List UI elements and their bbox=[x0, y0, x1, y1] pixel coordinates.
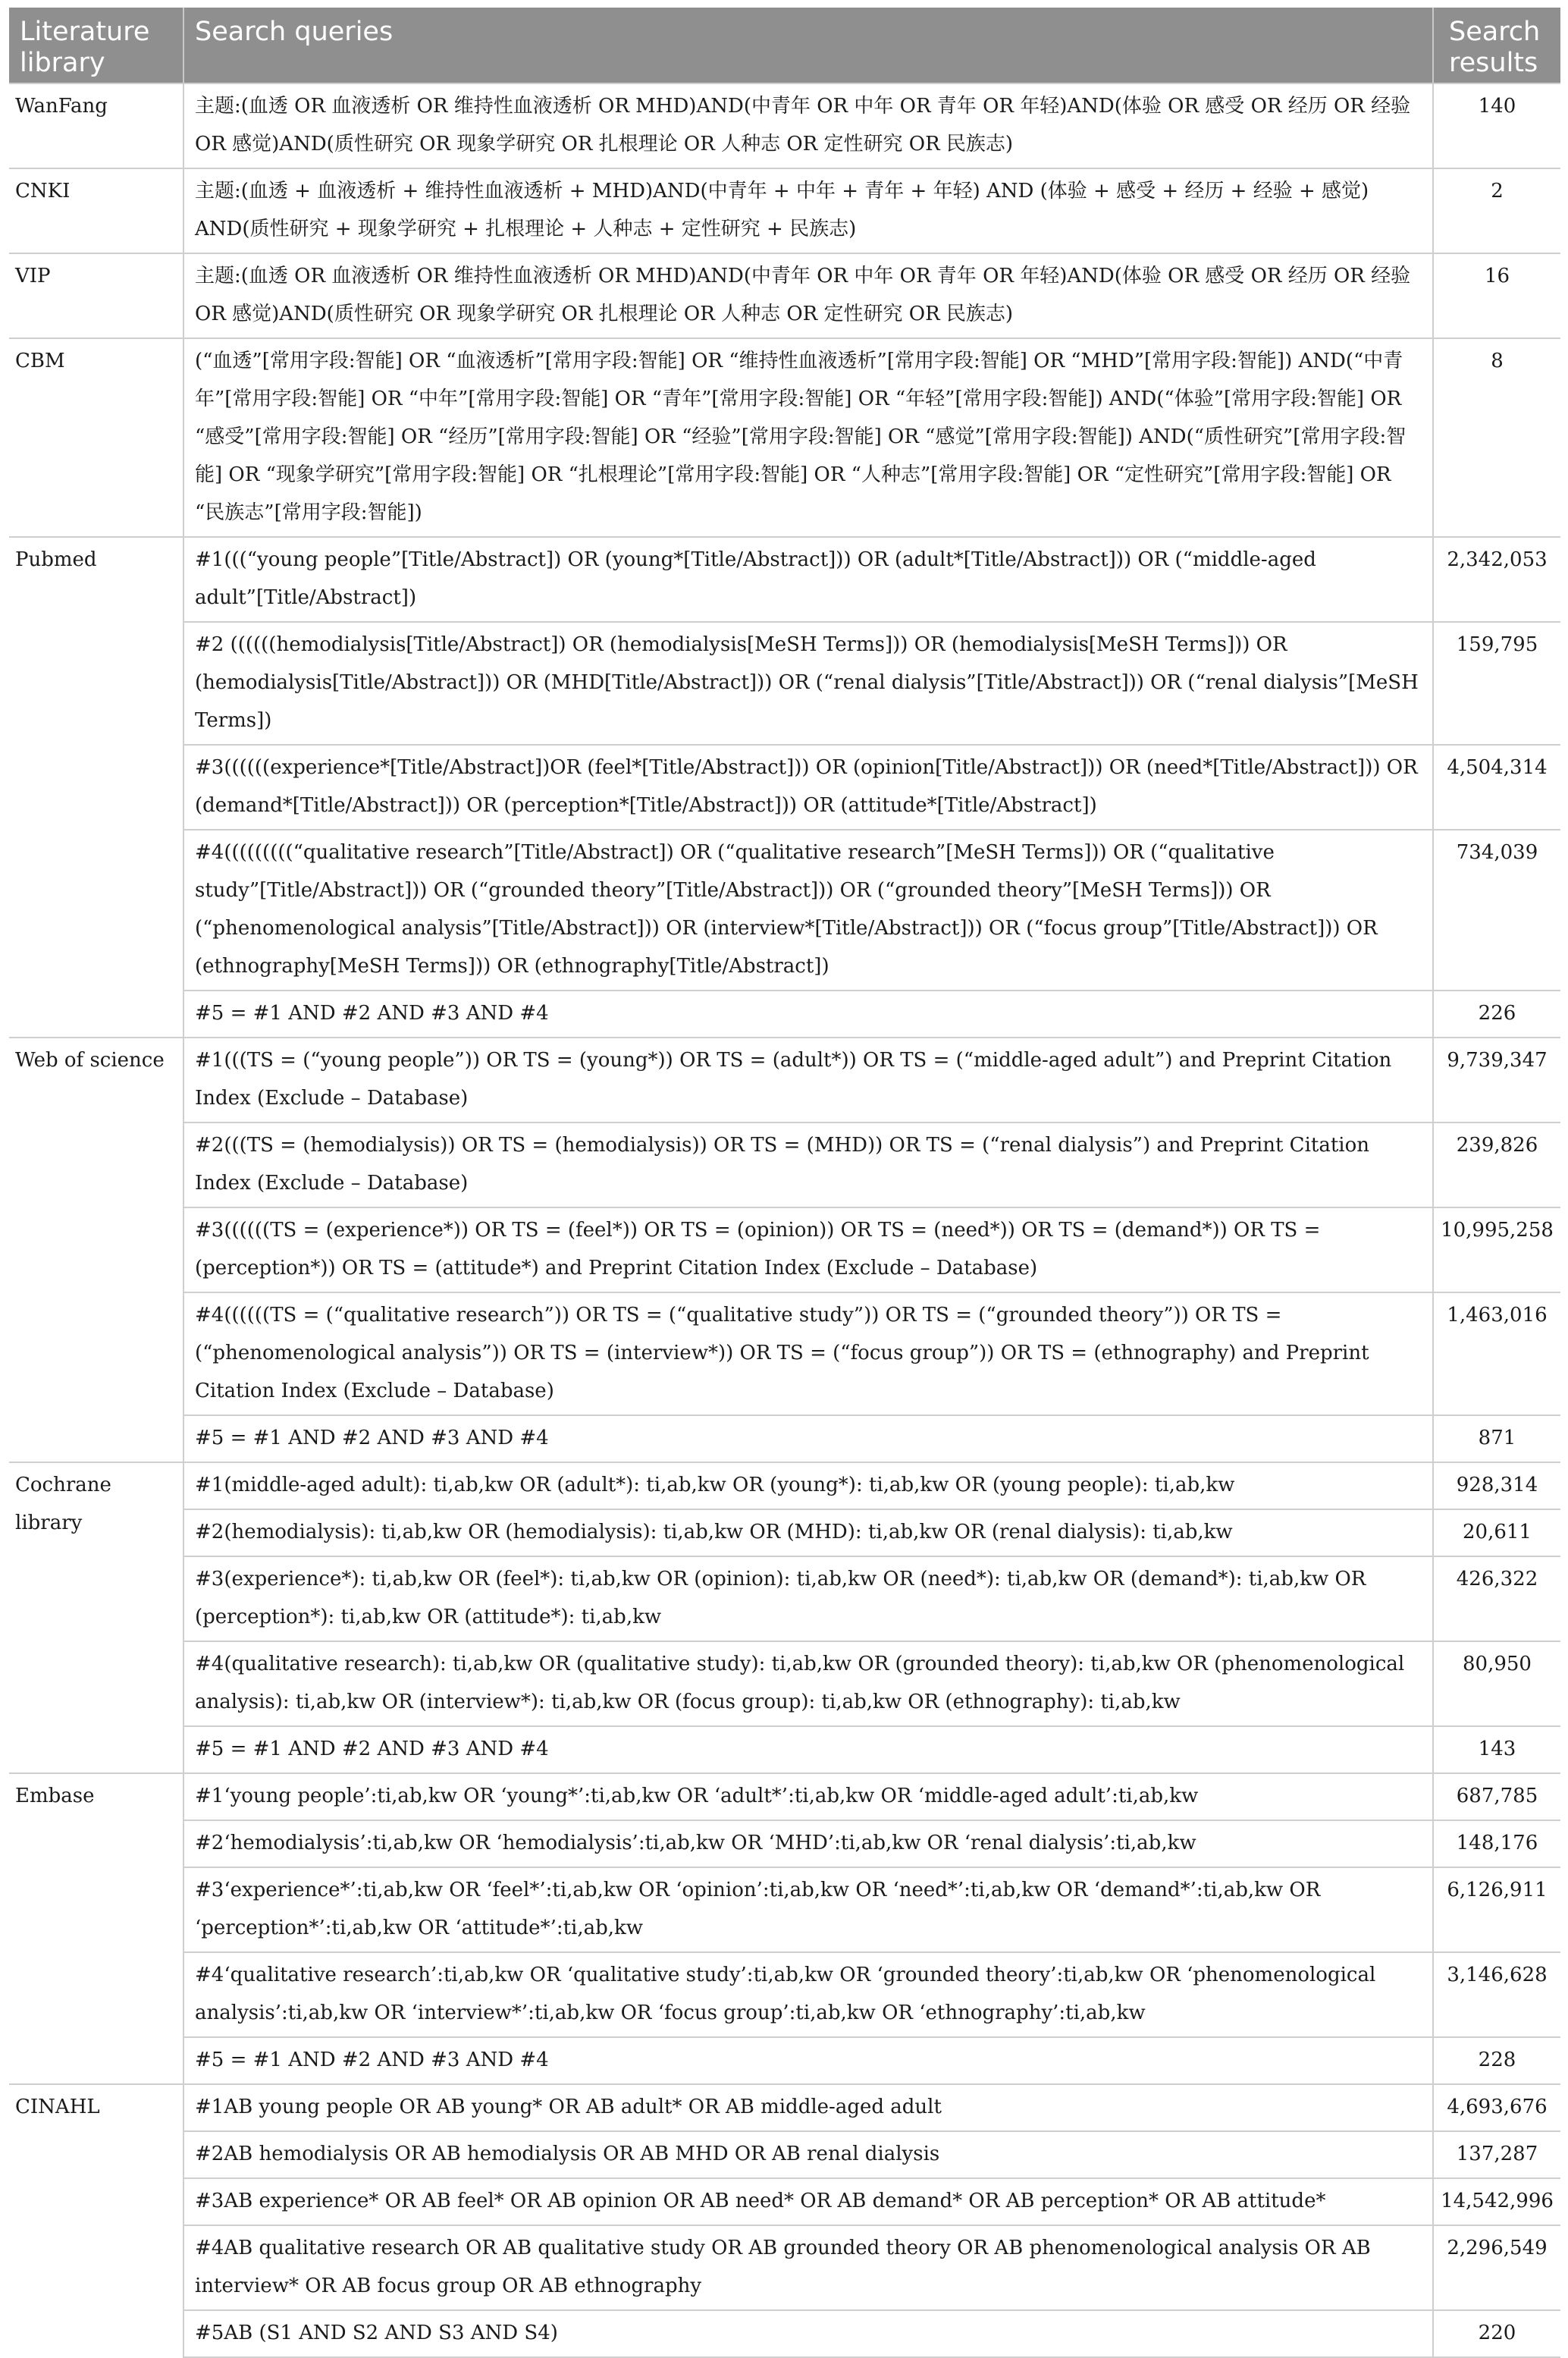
library-name-cell: Embase bbox=[9, 1773, 183, 2084]
table-row bbox=[9, 1867, 1560, 1952]
table-row bbox=[9, 338, 1560, 537]
search-result-count-cell: 143 bbox=[1433, 1726, 1560, 1773]
header-literature-library: Literature library bbox=[9, 8, 183, 83]
table-row bbox=[9, 2131, 1560, 2178]
table-row bbox=[9, 1726, 1560, 1773]
table-row bbox=[9, 2178, 1560, 2225]
table-row bbox=[9, 1207, 1560, 1292]
library-name-cell: WanFang bbox=[9, 83, 183, 168]
library-name-cell: Cochrane library bbox=[9, 1462, 183, 1773]
table-row bbox=[9, 745, 1560, 830]
search-query-cell: #1(((“young people”[Title/Abstract]) OR (young*[Title/Abstract])) OR (adult*[Title/Abstract])) OR (“middle-aged adult”[Title/Abstract]) bbox=[183, 537, 1433, 622]
search-result-count-cell: 3,146,628 bbox=[1433, 1952, 1560, 2037]
search-result-count-cell: 159,795 bbox=[1433, 622, 1560, 745]
search-result-count-cell: 14,542,996 bbox=[1433, 2178, 1560, 2225]
search-result-count-cell: 687,785 bbox=[1433, 1773, 1560, 1820]
search-result-count-cell: 10,995,258 bbox=[1433, 1207, 1560, 1292]
table-row bbox=[9, 2037, 1560, 2084]
search-result-count-cell: 137,287 bbox=[1433, 2131, 1560, 2178]
library-name-cell: Pubmed bbox=[9, 537, 183, 1038]
search-result-count-cell: 80,950 bbox=[1433, 1641, 1560, 1726]
search-result-count-cell: 239,826 bbox=[1433, 1122, 1560, 1207]
search-query-cell: #3‘experience*’:ti,ab,kw OR ‘feel*’:ti,ab,kw OR ‘opinion’:ti,ab,kw OR ‘need*’:ti,ab,kw OR ‘demand*’:ti,ab,kw OR ‘perception*’:ti,ab,kw OR ‘attitude*’:ti,ab,kw bbox=[183, 1867, 1433, 1952]
search-result-count-cell: 9,739,347 bbox=[1433, 1038, 1560, 1122]
table-row bbox=[9, 2310, 1560, 2357]
table-row bbox=[9, 253, 1560, 338]
search-query-cell: #4AB qualitative research OR AB qualitative study OR AB grounded theory OR AB phenomenological analysis OR AB interview* OR AB focus group OR AB ethnography bbox=[183, 2225, 1433, 2310]
table-row bbox=[9, 1462, 1560, 1509]
search-query-cell: #4‘qualitative research’:ti,ab,kw OR ‘qualitative study’:ti,ab,kw OR ‘grounded theory’:ti,ab,kw OR ‘phenomenological analysis’:ti,ab,kw OR ‘interview*’:ti,ab,kw OR ‘focus group’:ti,ab,kw OR ‘ethnography’:ti,ab,kw bbox=[183, 1952, 1433, 2037]
search-query-cell: #5 = #1 AND #2 AND #3 AND #4 bbox=[183, 1415, 1433, 1462]
table-row bbox=[9, 991, 1560, 1038]
header-search-queries: Search queries bbox=[183, 8, 1433, 83]
search-result-count-cell: 4,504,314 bbox=[1433, 745, 1560, 830]
search-result-count-cell: 426,322 bbox=[1433, 1556, 1560, 1641]
table-row bbox=[9, 537, 1560, 622]
search-result-count-cell: 148,176 bbox=[1433, 1820, 1560, 1867]
search-query-cell: #5 = #1 AND #2 AND #3 AND #4 bbox=[183, 2037, 1433, 2084]
search-query-cell: #2(((TS = (hemodialysis)) OR TS = (hemodialysis)) OR TS = (MHD)) OR TS = (“renal dialysis”) and Preprint Citation Index (Exclude – Database) bbox=[183, 1122, 1433, 1207]
table-row bbox=[9, 1641, 1560, 1726]
table-row bbox=[9, 1820, 1560, 1867]
table-row bbox=[9, 168, 1560, 253]
table-row bbox=[9, 1773, 1560, 1820]
search-query-cell: #1‘young people’:ti,ab,kw OR ‘young*’:ti,ab,kw OR ‘adult*’:ti,ab,kw OR ‘middle-aged adult’:ti,ab,kw bbox=[183, 1773, 1433, 1820]
table-row bbox=[9, 2084, 1560, 2131]
search-query-cell: #2AB hemodialysis OR AB hemodialysis OR AB MHD OR AB renal dialysis bbox=[183, 2131, 1433, 2178]
table-row bbox=[9, 622, 1560, 745]
search-query-cell: #3((((((TS = (experience*)) OR TS = (feel*)) OR TS = (opinion)) OR TS = (need*)) OR TS = (demand*)) OR TS = (perception*)) OR TS = (attitude*) and Preprint Citation Index (Exclude – Database) bbox=[183, 1207, 1433, 1292]
search-result-count-cell: 734,039 bbox=[1433, 830, 1560, 991]
table-row bbox=[9, 1415, 1560, 1462]
library-name-cell: CBM bbox=[9, 338, 183, 537]
search-query-cell: #1(middle-aged adult): ti,ab,kw OR (adult*): ti,ab,kw OR (young*): ti,ab,kw OR (young people): ti,ab,kw bbox=[183, 1462, 1433, 1509]
search-result-count-cell: 2 bbox=[1433, 168, 1560, 253]
search-query-cell: #2‘hemodialysis’:ti,ab,kw OR ‘hemodialysis’:ti,ab,kw OR ‘MHD’:ti,ab,kw OR ‘renal dialysis’:ti,ab,kw bbox=[183, 1820, 1433, 1867]
search-result-count-cell: 4,693,676 bbox=[1433, 2084, 1560, 2131]
search-result-count-cell: 1,463,016 bbox=[1433, 1292, 1560, 1415]
search-query-cell: 主题:(血透 + 血液透析 + 维持性血液透析 + MHD)AND(中青年 + 中年 + 青年 + 年轻) AND (体验 + 感受 + 经历 + 经验 + 感觉) AND(质性研究 + 现象学研究 + 扎根理论 + 人种志 + 定性研究 + 民族志) bbox=[183, 168, 1433, 253]
search-query-cell: #2 ((((((hemodialysis[Title/Abstract]) OR (hemodialysis[MeSH Terms])) OR (hemodialysis[MeSH Terms])) OR (hemodialysis[Title/Abstract])) OR (MHD[Title/Abstract])) OR (“renal dialysis”[Title/Abstract])) OR (“renal dialysis”[MeSH Terms]) bbox=[183, 622, 1433, 745]
search-strategy-table bbox=[9, 8, 1560, 2358]
table-row bbox=[9, 2225, 1560, 2310]
search-result-count-cell: 871 bbox=[1433, 1415, 1560, 1462]
library-name-cell: VIP bbox=[9, 253, 183, 338]
library-name-cell: CINAHL bbox=[9, 2084, 183, 2357]
search-query-cell: #1(((TS = (“young people”)) OR TS = (young*)) OR TS = (adult*)) OR TS = (“middle-aged adult”) and Preprint Citation Index (Exclude – Database) bbox=[183, 1038, 1433, 1122]
table-row bbox=[9, 1556, 1560, 1641]
table-row bbox=[9, 83, 1560, 168]
search-result-count-cell: 140 bbox=[1433, 83, 1560, 168]
library-name-cell: Web of science bbox=[9, 1038, 183, 1462]
search-result-count-cell: 20,611 bbox=[1433, 1509, 1560, 1556]
search-query-cell: 主题:(血透 OR 血液透析 OR 维持性血液透析 OR MHD)AND(中青年 OR 中年 OR 青年 OR 年轻)AND(体验 OR 感受 OR 经历 OR 经验 OR 感觉)AND(质性研究 OR 现象学研究 OR 扎根理论 OR 人种志 OR 定性研究 OR 民族志) bbox=[183, 253, 1433, 338]
search-result-count-cell: 6,126,911 bbox=[1433, 1867, 1560, 1952]
table-row bbox=[9, 830, 1560, 991]
search-query-cell: #4((((((TS = (“qualitative research”)) OR TS = (“qualitative study”)) OR TS = (“grounded theory”)) OR TS = (“phenomenological analysis”)) OR TS = (interview*)) OR TS = (“focus group”)) OR TS = (ethnography) and Preprint Citation Index (Exclude – Database) bbox=[183, 1292, 1433, 1415]
search-query-cell: #3(experience*): ti,ab,kw OR (feel*): ti,ab,kw OR (opinion): ti,ab,kw OR (need*): ti,ab,kw OR (demand*): ti,ab,kw OR (perception*): ti,ab,kw OR (attitude*): ti,ab,kw bbox=[183, 1556, 1433, 1641]
search-result-count-cell: 2,342,053 bbox=[1433, 537, 1560, 622]
search-query-cell: #5 = #1 AND #2 AND #3 AND #4 bbox=[183, 1726, 1433, 1773]
search-result-count-cell: 2,296,549 bbox=[1433, 2225, 1560, 2310]
search-query-cell: #2(hemodialysis): ti,ab,kw OR (hemodialysis): ti,ab,kw OR (MHD): ti,ab,kw OR (renal dialysis): ti,ab,kw bbox=[183, 1509, 1433, 1556]
search-query-cell: (“血透”[常用字段:智能] OR “血液透析”[常用字段:智能] OR “维持性血液透析”[常用字段:智能] OR “MHD”[常用字段:智能]) AND(“中青年”[常用字段:智能] OR “中年”[常用字段:智能] OR “青年”[常用字段:智能] OR “年轻”[常用字段:智能]) AND(“体验”[常用字段:智能] OR “感受”[常用字段:智能] OR “经历”[常用字段:智能] OR “经验”[常用字段:智能] OR “感觉”[常用字段:智能]) AND(“质性研究”[常用字段:智能] OR “现象学研究”[常用字段:智能] OR “扎根理论”[常用字段:智能] OR “人种志”[常用字段:智能] OR “定性研究”[常用字段:智能] OR “民族志”[常用字段:智能]) bbox=[183, 338, 1433, 537]
table-row bbox=[9, 1122, 1560, 1207]
table-body bbox=[9, 83, 1560, 2357]
table-row bbox=[9, 1292, 1560, 1415]
search-query-cell: #3((((((experience*[Title/Abstract])OR (feel*[Title/Abstract])) OR (opinion[Title/Abstract])) OR (need*[Title/Abstract])) OR (demand*[Title/Abstract])) OR (perception*[Title/Abstract])) OR (attitude*[Title/Abstract]) bbox=[183, 745, 1433, 830]
table-row bbox=[9, 1038, 1560, 1122]
table-header-row bbox=[9, 8, 1560, 83]
search-query-cell: #4(((((((((“qualitative research”[Title/Abstract]) OR (“qualitative research”[MeSH Terms])) OR (“qualitative study”[Title/Abstract])) OR (“grounded theory”[Title/Abstract])) OR (“grounded theory”[MeSH Terms])) OR (“phenomenological analysis”[Title/Abstract])) OR (interview*[Title/Abstract])) OR (“focus group”[Title/Abstract])) OR (ethnography[MeSH Terms])) OR (ethnography[Title/Abstract]) bbox=[183, 830, 1433, 991]
header-search-results: Search results bbox=[1433, 8, 1560, 83]
search-result-count-cell: 8 bbox=[1433, 338, 1560, 537]
search-result-count-cell: 220 bbox=[1433, 2310, 1560, 2357]
search-query-cell: #3AB experience* OR AB feel* OR AB opinion OR AB need* OR AB demand* OR AB perception* OR AB attitude* bbox=[183, 2178, 1433, 2225]
library-name-cell: CNKI bbox=[9, 168, 183, 253]
search-result-count-cell: 928,314 bbox=[1433, 1462, 1560, 1509]
search-query-cell: 主题:(血透 OR 血液透析 OR 维持性血液透析 OR MHD)AND(中青年 OR 中年 OR 青年 OR 年轻)AND(体验 OR 感受 OR 经历 OR 经验 OR 感觉)AND(质性研究 OR 现象学研究 OR 扎根理论 OR 人种志 OR 定性研究 OR 民族志) bbox=[183, 83, 1433, 168]
search-query-cell: #5 = #1 AND #2 AND #3 AND #4 bbox=[183, 991, 1433, 1038]
search-query-cell: #5AB (S1 AND S2 AND S3 AND S4) bbox=[183, 2310, 1433, 2357]
search-result-count-cell: 228 bbox=[1433, 2037, 1560, 2084]
search-query-cell: #4(qualitative research): ti,ab,kw OR (qualitative study): ti,ab,kw OR (grounded theory): ti,ab,kw OR (phenomenological analysis): ti,ab,kw OR (interview*): ti,ab,kw OR (focus group): ti,ab,kw OR (ethnography): ti,ab,kw bbox=[183, 1641, 1433, 1726]
search-result-count-cell: 226 bbox=[1433, 991, 1560, 1038]
search-query-cell: #1AB young people OR AB young* OR AB adult* OR AB middle-aged adult bbox=[183, 2084, 1433, 2131]
table-row bbox=[9, 1952, 1560, 2037]
search-result-count-cell: 16 bbox=[1433, 253, 1560, 338]
table-row bbox=[9, 1509, 1560, 1556]
